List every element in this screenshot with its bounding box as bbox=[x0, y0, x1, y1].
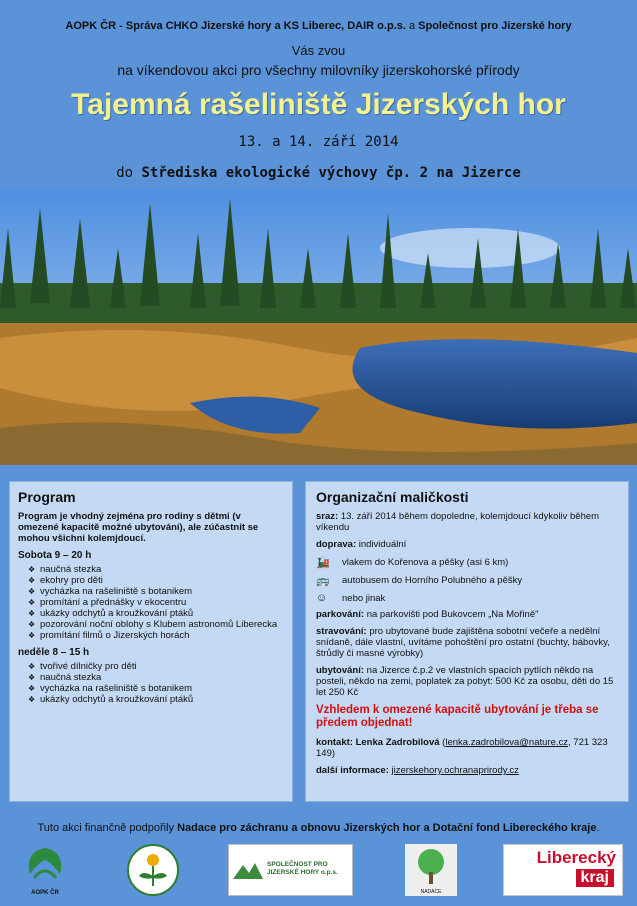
saturday-label: Sobota 9 – 20 h bbox=[18, 550, 92, 561]
list-item: ❖ tvořivé dílničky pro děti bbox=[28, 661, 137, 672]
diamond-bullet-icon: ❖ bbox=[28, 631, 36, 640]
sponsor-line: Tuto akci finančně podpořily Nadace pro záchranu a obnovu Jizerských hor a Dotační fond Libereckého kraje. bbox=[37, 822, 600, 834]
list-item: ❖ ukázky odchytů a kroužkování ptáků bbox=[28, 608, 194, 619]
transport-row: doprava: individuální bbox=[316, 539, 407, 550]
transport-option-other: ☺ nebo jinak bbox=[316, 592, 386, 604]
invite-line2: na víkendovou akci pro všechny milovníky jizerskohorské přírody bbox=[117, 62, 520, 78]
chko-logo bbox=[127, 844, 179, 896]
list-item: ❖ naučná stezka bbox=[28, 672, 102, 683]
parking-row: parkování: na parkovišti pod Bukovcem „Na Mořině" bbox=[316, 609, 539, 620]
program-panel bbox=[9, 481, 293, 802]
contact-row: kontakt: Lenka Zadrobilová (lenka.zadrobilova@nature.cz, 721 323 149) bbox=[316, 737, 608, 759]
transport-option-train: 🚂 vlakem do Kořenova a pěšky (asi 6 km) bbox=[316, 557, 509, 569]
spolecnost-logo: SPOLEČNOST PRO JIZERSKÉ HORY o.p.s. bbox=[228, 844, 353, 896]
invite-line1: Vás zvou bbox=[291, 43, 346, 58]
list-item: ❖ promítání filmů o Jizerských horách bbox=[28, 630, 190, 641]
tree-emblem-icon bbox=[405, 844, 457, 888]
diamond-bullet-icon: ❖ bbox=[28, 565, 36, 574]
organizers-line bbox=[0, 20, 637, 32]
bus-icon: 🚌 bbox=[316, 575, 330, 587]
contact-phone: 721 323 149 bbox=[316, 737, 608, 759]
catering-row: stravování: pro ubytované bude zajištěna sobotní večeře a nedělní snídaně, dále vlastní, uvítáme pohoštění pro ostatní (buchty, bábovky, štrůdly či masné výrobky) bbox=[316, 626, 610, 659]
diamond-bullet-icon: ❖ bbox=[28, 695, 36, 704]
event-date: 13. a 14. září 2014 bbox=[238, 134, 399, 150]
diamond-bullet-icon: ❖ bbox=[28, 620, 36, 629]
sunday-label: neděle 8 – 15 h bbox=[18, 647, 90, 658]
diamond-bullet-icon: ❖ bbox=[28, 609, 36, 618]
info-link[interactable]: jizerskehory.ochranaprirody.cz bbox=[391, 765, 519, 776]
flower-emblem-icon bbox=[129, 846, 177, 894]
transport-option-bus: 🚌 autobusem do Horního Polubného a pěšky bbox=[316, 575, 523, 587]
contact-email-link[interactable]: lenka.zadrobilova@nature.cz bbox=[445, 737, 568, 748]
list-item: ❖ vycházka na rašeliniště s botanikem bbox=[28, 586, 193, 597]
organizers-and: a bbox=[408, 20, 416, 32]
list-item: ❖ naučná stezka bbox=[28, 564, 102, 575]
nadace-logo: NADACE bbox=[405, 844, 457, 896]
diamond-bullet-icon: ❖ bbox=[28, 598, 36, 607]
liberecky-kraj-logo: Liberecký kraj bbox=[503, 844, 623, 896]
program-heading: Program bbox=[18, 489, 76, 505]
organization-panel bbox=[305, 481, 629, 802]
info-row: další informace: jizerskehory.ochranaprirody.cz bbox=[316, 765, 519, 776]
list-item: ❖ pozorování noční oblohy s Klubem astronomů Liberecka bbox=[28, 619, 278, 630]
saturday-list bbox=[28, 564, 284, 641]
booking-warning: Vzhledem k omezené kapacitě ubytování je třeba se předem objednat! bbox=[316, 704, 599, 729]
aopk-emblem-icon bbox=[22, 844, 68, 886]
list-item: ❖ vycházka na rašeliniště s botanikem bbox=[28, 683, 193, 694]
accommodation-row: ubytování: na Jizerce č.p.2 ve vlastních spacích pytlích někdo na posteli, někdo na zemi, poplatek za pobyt: 500 Kč za osobu, děti do 15 let 250 Kč bbox=[316, 665, 614, 698]
event-title: Tajemná rašeliniště Jizerských hor bbox=[71, 88, 566, 121]
diamond-bullet-icon: ❖ bbox=[28, 662, 36, 671]
organization-heading: Organizační maličkosti bbox=[316, 489, 469, 505]
program-intro: Program je vhodný zejména pro rodiny s dětmi (v omezené kapacitě možné ubytování), ale zúčastnit se mohou všichni kolemjdoucí. bbox=[18, 511, 259, 544]
diamond-bullet-icon: ❖ bbox=[28, 673, 36, 682]
contact-name: Lenka Zadrobilová bbox=[355, 737, 440, 748]
meeting-row: sraz: 13. září 2014 během dopoledne, kolemjdoucí kdykoliv během víkendu bbox=[316, 511, 600, 533]
venue-name: Střediska ekologické výchovy čp. 2 na Jizerce bbox=[141, 165, 521, 181]
event-venue bbox=[0, 165, 637, 181]
venue-prefix: do bbox=[116, 165, 134, 181]
header bbox=[0, 0, 637, 188]
diamond-bullet-icon: ❖ bbox=[28, 576, 36, 585]
smiley-icon: ☺ bbox=[316, 592, 328, 604]
organizers-part1: AOPK ČR - Správa CHKO Jizerské hory a KS Liberec, DAIR o.p.s. bbox=[65, 20, 406, 32]
list-item: ❖ promítání a přednášky v ekocentru bbox=[28, 597, 187, 608]
organizers-part2: Společnost pro Jizerské hory bbox=[418, 20, 572, 32]
aopk-logo: AOPK ČR bbox=[22, 844, 68, 896]
list-item: ❖ ukázky odchytů a kroužkování ptáků bbox=[28, 694, 194, 705]
mountains-icon bbox=[229, 845, 265, 895]
train-icon: 🚂 bbox=[316, 557, 330, 569]
diamond-bullet-icon: ❖ bbox=[28, 684, 36, 693]
list-item: ❖ ekohry pro děti bbox=[28, 575, 103, 586]
diamond-bullet-icon: ❖ bbox=[28, 587, 36, 596]
sunday-list bbox=[28, 661, 284, 705]
peat-bog-photo bbox=[0, 188, 637, 465]
